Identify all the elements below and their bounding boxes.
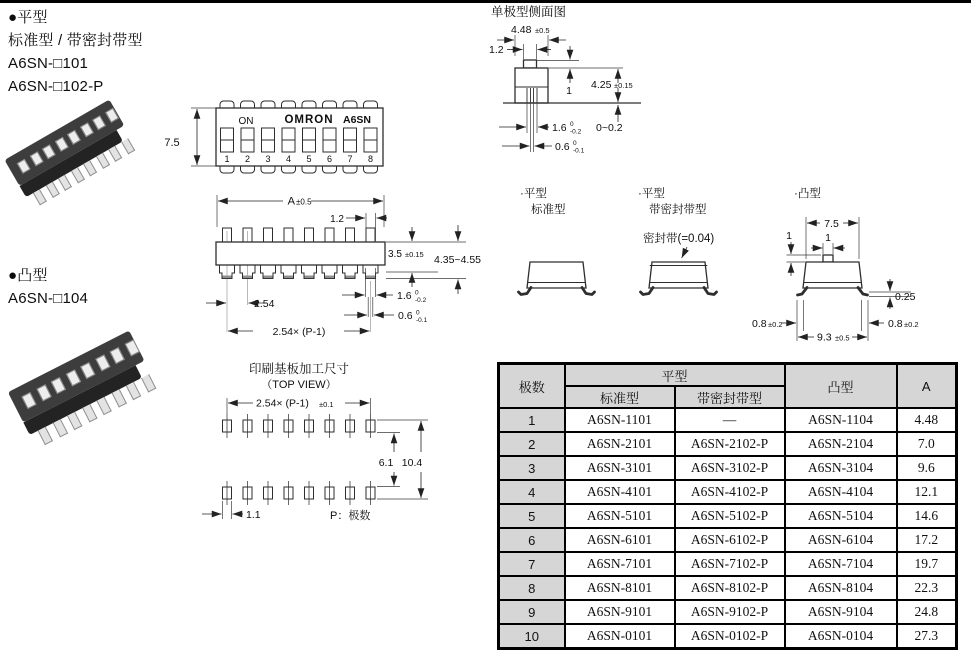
sp-term-width-sub: -0.2 [570, 128, 582, 136]
sp-width-tol: ±0.5 [535, 26, 550, 35]
dim-a-cell: 7.0 [897, 432, 957, 456]
seal-model-cell: A6SN-2102-P [675, 432, 785, 456]
table-row [499, 504, 957, 528]
raised-bump-width-dim: 1 [825, 232, 831, 244]
pad-inner-gap-dim: 6.1 [378, 457, 394, 469]
pole-cell: 6 [499, 528, 565, 552]
lead-thickness-dim: 0.6 [398, 310, 413, 322]
dim-a-cell: 22.3 [897, 576, 957, 600]
std-model-cell: A6SN-4101 [565, 480, 675, 504]
col-flat-type: 平型 [565, 364, 785, 387]
flat-std-label-1: ·平型 [520, 188, 547, 200]
raised-model-cell: A6SN-7104 [785, 552, 897, 576]
flat-type-model-2: A6SN-□102-P [8, 78, 104, 95]
switch-number: 1 [224, 154, 230, 164]
sp-width-dim: 4.48 [511, 24, 532, 36]
dim-a-cell: 19.7 [897, 552, 957, 576]
raised-bump-height-dim: 1 [786, 230, 792, 242]
raised-model-cell: A6SN-4104 [785, 480, 897, 504]
width-dim: A [287, 195, 295, 208]
front-view-drawing [206, 195, 481, 338]
std-model-cell: A6SN-9101 [565, 600, 675, 624]
table-row [499, 432, 957, 456]
sp-height-tol: ±0.15 [614, 81, 633, 90]
raised-model-cell: A6SN-2104 [785, 432, 897, 456]
seal-model-cell: A6SN-6102-P [675, 528, 785, 552]
width-dim-tol: ±0.5 [296, 197, 312, 207]
switch-number: 5 [306, 154, 312, 164]
pole-cell: 9 [499, 600, 565, 624]
col-dim-a: A [897, 364, 957, 409]
col-pole-count: 极数 [499, 364, 565, 409]
switch-number: 2 [244, 154, 251, 164]
pad-outer-gap-dim: 10.4 [401, 457, 423, 469]
sp-height-dim: 4.25 [591, 79, 612, 91]
raised-total-width-dim: 9.3 [817, 331, 832, 344]
lead-width-dim: 1.6 [397, 290, 412, 302]
flat-seal-label-2: 带密封带型 [649, 204, 707, 216]
seal-tape-note: 密封带(=0.04) [643, 233, 715, 245]
std-model-cell: A6SN-0101 [565, 624, 675, 649]
raised-type-model: A6SN-□104 [8, 290, 89, 307]
raised-type-title: ●凸型 [8, 267, 48, 284]
col-raised-type: 凸型 [785, 364, 897, 409]
pole-cell: 7 [499, 552, 565, 576]
profile-flat-sealed [638, 186, 717, 295]
std-model-cell: A6SN-3101 [565, 456, 675, 480]
raised-foot-thickness-dim: 0.25 [895, 291, 916, 303]
seal-model-cell: A6SN-8102-P [675, 576, 785, 600]
pole-cell: 2 [499, 432, 565, 456]
pcb-layout-drawing [202, 361, 428, 522]
profile-raised [752, 186, 919, 344]
seal-model-cell: A6SN-5102-P [675, 504, 785, 528]
dim-a-cell: 27.3 [897, 624, 957, 649]
seal-model-cell: — [675, 408, 785, 432]
body-height-dim: 7.5 [164, 137, 180, 149]
seal-model-cell: A6SN-4102-P [675, 480, 785, 504]
std-model-cell: A6SN-6101 [565, 528, 675, 552]
dim-a-cell: 9.6 [897, 456, 957, 480]
table-row [499, 528, 957, 552]
flat-type-subtitle: 标准型 / 带密封带型 [8, 32, 143, 49]
span-dim: 2.54× (P-1) [272, 326, 326, 338]
col-flat-sealed: 带密封带型 [675, 386, 785, 408]
dim-a-cell: 14.6 [897, 504, 957, 528]
top-pin-width-dim: 1.2 [330, 214, 344, 225]
flat-type-model-1: A6SN-□101 [8, 55, 89, 72]
col-flat-standard: 标准型 [565, 386, 675, 408]
pcb-title: 印刷基板加工尺寸 [248, 362, 350, 376]
flat-std-label-2: 标准型 [531, 204, 566, 216]
dim-a-cell: 4.48 [897, 408, 957, 432]
raised-top-width-dim: 7.5 [824, 218, 839, 230]
dim-a-cell: 12.1 [897, 480, 957, 504]
top-view-drawing [164, 101, 383, 173]
table-row [499, 456, 957, 480]
raised-total-width-tol: ±0.5 [835, 333, 850, 343]
body-height-tol: ±0.15 [405, 250, 424, 259]
pole-cell: 8 [499, 576, 565, 600]
pole-cell: 1 [499, 408, 565, 432]
pcb-span-dim: 2.54× (P-1) [256, 397, 309, 410]
switch-number: 8 [367, 154, 374, 164]
seal-model-cell: A6SN-7102-P [675, 552, 785, 576]
model-label: A6SN [342, 114, 372, 126]
raised-model-cell: A6SN-6104 [785, 528, 897, 552]
table-header-row [499, 364, 957, 387]
pole-cell: 5 [499, 504, 565, 528]
lead-width-tol-sub: -0.2 [415, 297, 427, 304]
raised-foot-right-tol: ±0.2 [904, 320, 919, 329]
table-row [499, 600, 957, 624]
seal-model-cell: A6SN-3102-P [675, 456, 785, 480]
raised-model-cell: A6SN-5104 [785, 504, 897, 528]
pitch-dim: 2.54 [254, 298, 275, 310]
body-height-dim: 3.5 [388, 249, 402, 260]
raised-model-cell: A6SN-3104 [785, 456, 897, 480]
pole-cell: 4 [499, 480, 565, 504]
dim-a-cell: 17.2 [897, 528, 957, 552]
switch-number: 3 [265, 154, 271, 164]
sp-actuator-height-dim: 1 [566, 85, 572, 97]
table-row [499, 624, 957, 649]
pad-width-dim: 1.1 [246, 509, 261, 521]
pcb-subtitle: （TOP VIEW） [261, 379, 337, 391]
pole-cell: 3 [499, 456, 565, 480]
raised-foot-right-dim: 0.8 [888, 318, 903, 330]
sp-term-thickness-sup: 0 [573, 140, 577, 147]
lead-width-tol-sup: 0 [415, 289, 419, 297]
flat-type-title: ●平型 [8, 9, 48, 26]
raised-model-cell: A6SN-1104 [785, 408, 897, 432]
raised-model-cell: A6SN-0104 [785, 624, 897, 649]
lead-thickness-tol-sup: 0 [416, 309, 420, 317]
sp-term-width-dim: 1.6 [552, 122, 567, 134]
std-model-cell: A6SN-1101 [565, 408, 675, 432]
raised-foot-left-dim: 0.8 [752, 318, 767, 330]
brand-logo: OMRON [284, 114, 334, 126]
sp-term-thickness-dim: 0.6 [555, 141, 570, 153]
pole-count-note: P：极数 [330, 510, 371, 522]
single-pole-title: 单极型侧面图 [491, 5, 567, 19]
pcb-span-tol: ±0.1 [319, 400, 334, 409]
table-row [499, 408, 957, 432]
on-label: ON [238, 116, 254, 127]
table-row [499, 576, 957, 600]
switch-number: 7 [347, 154, 353, 164]
total-height-dim: 4.35~4.55 [434, 254, 482, 266]
raised-label: ·凸型 [794, 188, 821, 200]
seal-model-cell: A6SN-0102-P [675, 624, 785, 649]
pole-cell: 10 [499, 624, 565, 649]
std-model-cell: A6SN-2101 [565, 432, 675, 456]
dim-a-cell: 24.8 [897, 600, 957, 624]
model-spec-table [497, 362, 958, 650]
std-model-cell: A6SN-5101 [565, 504, 675, 528]
sp-term-thickness-sub: -0.1 [573, 147, 585, 155]
raised-model-cell: A6SN-8104 [785, 576, 897, 600]
switch-number: 4 [285, 154, 292, 164]
sp-term-width-sup: 0 [570, 121, 574, 128]
std-model-cell: A6SN-8101 [565, 576, 675, 600]
sp-actuator-width-dim: 1.2 [489, 44, 504, 56]
single-pole-drawing [489, 4, 641, 155]
switch-number: 6 [326, 154, 333, 164]
table-row [499, 480, 957, 504]
std-model-cell: A6SN-7101 [565, 552, 675, 576]
lead-thickness-tol-sub: -0.1 [416, 317, 428, 324]
raised-foot-left-tol: ±0.2 [768, 320, 783, 329]
flat-seal-label-1: ·平型 [638, 188, 665, 200]
seal-model-cell: A6SN-9102-P [675, 600, 785, 624]
table-row [499, 552, 957, 576]
profile-flat-standard [519, 186, 595, 295]
sp-float-dim: 0~0.2 [596, 122, 623, 134]
raised-model-cell: A6SN-9104 [785, 600, 897, 624]
